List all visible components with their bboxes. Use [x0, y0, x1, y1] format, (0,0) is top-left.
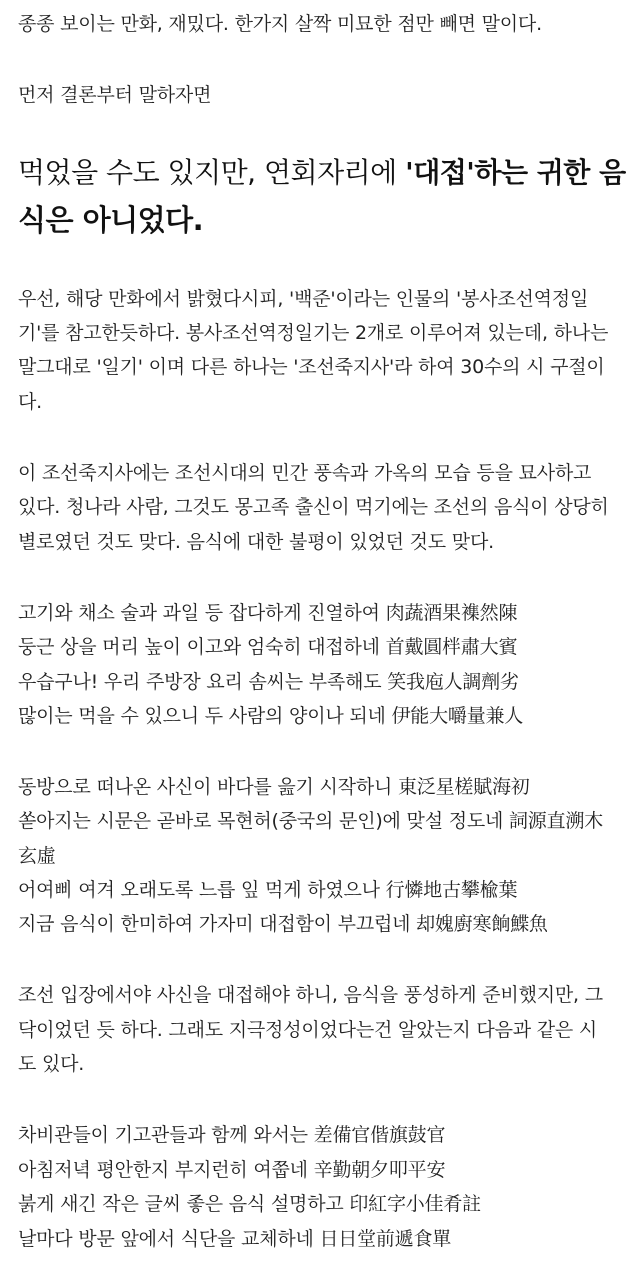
paragraph-line: 있다. 청나라 사람, 그것도 몽고족 출신이 먹기에는 조선의 음식이 상당히	[18, 496, 609, 518]
paragraph-line: 기'를 참고한듯하다. 봉사조선역정일기는 2개로 이루어져 있는데, 하나는	[18, 322, 609, 344]
paragraph-line: 말그대로 '일기' 이며 다른 하나는 '조선죽지사'라 하여 30수의 시 구절이	[18, 356, 605, 378]
poem-line: 玄虛	[18, 845, 56, 867]
paragraph-line: 우선, 해당 만화에서 밝혔다시피, '백준'이라는 인물의 '봉사조선역정일	[18, 288, 589, 310]
headline-text: 먹었을 수도 있지만, 연회자리에	[18, 156, 406, 189]
intro-line: 종종 보이는 만화, 재밌다. 한가지 살짝 미묘한 점만 빼면 말이다.	[18, 13, 542, 35]
paragraph-line: 다.	[18, 391, 42, 413]
poem-line: 많이는 먹을 수 있으니 두 사람의 양이나 되네 伊能大嚼量兼人	[18, 705, 524, 727]
headline-emphasis: 하는 귀한 음	[474, 156, 626, 189]
poem-line: 우습구나! 우리 주방장 요리 솜씨는 부족해도 笑我庖人調劑劣	[18, 671, 519, 693]
paragraph-line: 별로였던 것도 맞다. 음식에 대한 불평이 있었던 것도 맞다.	[18, 531, 494, 553]
headline-emphasis: '대접'	[405, 156, 475, 189]
paragraph-line: 도 있다.	[18, 1053, 85, 1075]
poem-line: 지금 음식이 한미하여 가자미 대접함이 부끄럽네 却媿廚寒餉鰈魚	[18, 913, 548, 935]
intro-line: 먼저 결론부터 말하자면	[18, 84, 212, 106]
poem-line: 고기와 채소 술과 과일 등 잡다하게 진열하여 肉蔬酒果襍然陳	[18, 602, 518, 624]
paragraph-line: 닥이었던 듯 하다. 그래도 지극정성이었다는건 알았는지 다음과 같은 시	[18, 1019, 598, 1041]
poem-line: 어여삐 여겨 오래도록 느릅 잎 먹게 하였으나 行憐地古攀楡葉	[18, 879, 518, 901]
headline-line2: 식은 아니었다.	[18, 203, 204, 237]
poem-line: 날마다 방문 앞에서 식단을 교체하네 日日堂前遞食單	[18, 1228, 452, 1250]
poem-line: 쏟아지는 시문은 곧바로 목현허(중국의 문인)에 맞설 정도네 詞源直溯木	[18, 810, 603, 832]
paragraph-line: 이 조선죽지사에는 조선시대의 민간 풍속과 가옥의 모습 등을 묘사하고	[18, 462, 592, 484]
poem-line: 붉게 새긴 작은 글씨 좋은 음식 설명하고 印紅字小佳肴註	[18, 1193, 481, 1215]
poem-line: 아침저녁 평안한지 부지런히 여쭙네 辛勤朝夕叩平安	[18, 1159, 446, 1181]
headline	[18, 153, 626, 193]
poem-line: 둥근 상을 머리 높이 이고와 엄숙히 대접하네 首戴圓柈肅大賓	[18, 636, 518, 658]
paragraph-line: 조선 입장에서야 사신을 대접해야 하니, 음식을 풍성하게 준비했지만, 그	[18, 984, 603, 1006]
poem-line: 차비관들이 기고관들과 함께 와서는 差備官偕旗鼓官	[18, 1124, 446, 1146]
poem-line: 동방으로 떠나온 사신이 바다를 읊기 시작하니 東泛星槎賦海初	[18, 776, 530, 798]
